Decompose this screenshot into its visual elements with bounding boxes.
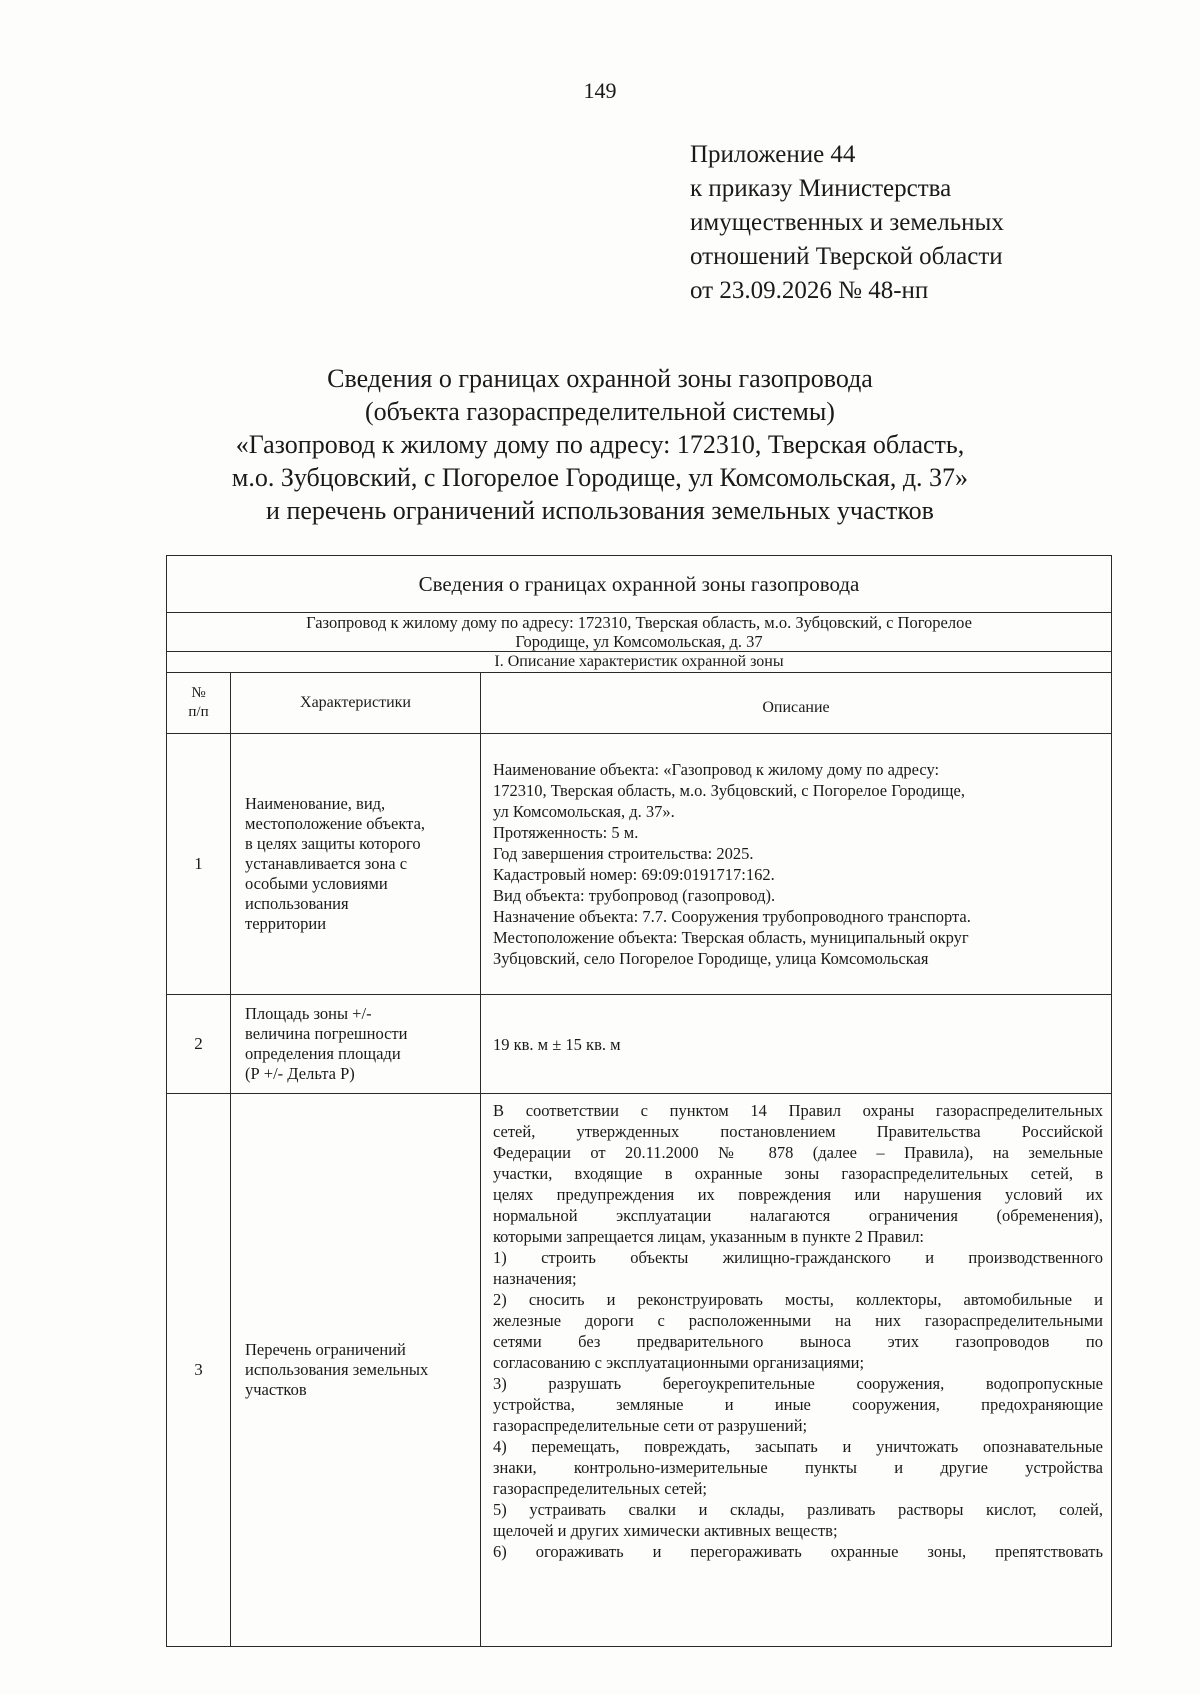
characteristic-line: устанавливается зона с (245, 854, 408, 873)
description-line: Федерации от 20.11.2000 № 878 (далее – Правила), на земельные (493, 1143, 1104, 1162)
column-header-number-line: № (191, 685, 206, 701)
document-title (0, 362, 1200, 527)
description-line: Кадастровый номер: 69:09:0191717:162. (493, 865, 775, 884)
row-number: 1 (167, 734, 231, 995)
description-line: железные дороги с расположенными на них газораспределительными (493, 1311, 1104, 1330)
object-name-line: Газопровод к жилому дому по адресу: 172310, Тверская область, м.о. Зубцовский, с Погорелое (306, 613, 972, 632)
annex-line: отношений Тверской области (690, 243, 1003, 270)
title-line: м.о. Зубцовский, с Погорелое Городище, ул Комсомольская, д. 37» (231, 463, 969, 492)
column-header-number (167, 673, 231, 734)
characteristic-line: (Р +/- Дельта Р) (245, 1064, 355, 1083)
column-header-characteristics: Характеристики (231, 673, 481, 734)
description-line: которыми запрещается лицам, указанным в пункте 2 Правил: (493, 1227, 925, 1246)
table-header: Сведения о границах охранной зоны газопровода (167, 556, 1112, 613)
title-line: Сведения о границах охранной зоны газопровода (327, 364, 873, 393)
table-row (167, 995, 1112, 1094)
description-line: 2) сносить и реконструировать мосты, коллекторы, автомобильные и (493, 1290, 1104, 1309)
description-line: участки, входящие в охранные зоны газораспределительных сетей, в (493, 1164, 1104, 1183)
row-number: 3 (167, 1094, 231, 1647)
description-line: газораспределительные сети от разрушений; (493, 1416, 808, 1435)
description-line: согласованию с эксплуатационными организациями; (493, 1353, 865, 1372)
characteristic-line: использования земельных (245, 1360, 429, 1379)
annex-line: имущественных и земельных (690, 209, 1004, 236)
annex-line: Приложение 44 (690, 141, 856, 168)
row-characteristic (231, 995, 481, 1094)
description-line: сетями без предварительного выноса этих газопроводов по (493, 1332, 1104, 1351)
description-line: 1) строить объекты жилищно-гражданского и производственного (493, 1248, 1104, 1267)
description-line: 19 кв. м ± 15 кв. м (493, 1034, 621, 1054)
row-description (481, 734, 1112, 995)
description-line: Год завершения строительства: 2025. (493, 844, 754, 863)
page-number: 149 (583, 78, 617, 103)
characteristic-line: местоположение объекта, (245, 814, 426, 833)
title-line: «Газопровод к жилому дому по адресу: 172310, Тверская область, (235, 430, 965, 459)
description-line: Местоположение объекта: Тверская область, муниципальный округ (493, 928, 969, 947)
row-description (481, 995, 1112, 1094)
description-line: В соответствии с пунктом 14 Правил охраны газораспределительных (493, 1101, 1104, 1120)
description-line: 4) перемещать, повреждать, засыпать и уничтожать опознавательные (493, 1437, 1104, 1456)
characteristic-line: использования (245, 894, 349, 913)
characteristic-line: территории (245, 914, 327, 933)
title-line: (объекта газораспределительной системы) (365, 397, 835, 426)
description-line: Назначение объекта: 7.7. Сооружения трубопроводного транспорта. (493, 907, 971, 926)
description-line: устройства, земляные и иные сооружения, предохраняющие (493, 1395, 1104, 1414)
description-line: целях предупреждения их повреждения или нарушения условий их (493, 1185, 1104, 1204)
column-header-description: Описание (481, 673, 1112, 734)
characteristic-line: величина погрешности (245, 1024, 408, 1043)
description-line: 172310, Тверская область, м.о. Зубцовский, с Погорелое Городище, (493, 781, 965, 800)
description-line: Зубцовский, село Погорелое Городище, улица Комсомольская (493, 949, 929, 968)
description-line: Наименование объекта: «Газопровод к жилому дому по адресу: (493, 760, 940, 779)
characteristic-line: в целях защиты которого (245, 834, 421, 853)
row-characteristic (231, 734, 481, 995)
description-line: Вид объекта: трубопровод (газопровод). (493, 886, 776, 905)
description-line: газораспределительных сетей; (493, 1479, 708, 1498)
characteristic-line: Площадь зоны +/- (245, 1004, 372, 1023)
zone-info-table (166, 555, 1112, 1647)
description-line: нормальной эксплуатации налагаются ограничения (обременения), (493, 1206, 1104, 1225)
description-line: ул Комсомольская, д. 37». (493, 802, 675, 821)
annex-line: от 23.09.2026 № 48-нп (690, 277, 929, 304)
characteristic-line: определения площади (245, 1044, 401, 1063)
row-description (481, 1094, 1112, 1647)
annex-reference (690, 138, 1004, 308)
table-row (167, 734, 1112, 995)
description-line: сетей, утвержденных постановлением Правительства Российской (493, 1122, 1104, 1141)
description-line: 3) разрушать берегоукрепительные сооружения, водопропускные (493, 1374, 1104, 1393)
object-name-cell (167, 613, 1112, 652)
table-row (167, 1094, 1112, 1647)
characteristic-line: участков (245, 1380, 307, 1399)
row-number: 2 (167, 995, 231, 1094)
description-line: назначения; (493, 1269, 577, 1288)
annex-line: к приказу Министерства (690, 175, 952, 202)
row-characteristic (231, 1094, 481, 1647)
description-line: знаки, контрольно-измерительные пункты и другие устройства (493, 1458, 1104, 1477)
characteristic-line: особыми условиями (245, 874, 388, 893)
description-line: Протяженность: 5 м. (493, 823, 639, 842)
description-line: 5) устраивать свалки и склады, разливать растворы кислот, солей, (493, 1500, 1104, 1519)
section-heading: I. Описание характеристик охранной зоны (167, 652, 1112, 673)
description-line: 6) огораживать и перегораживать охранные зоны, препятствовать (493, 1542, 1104, 1561)
characteristic-line: Наименование, вид, (245, 794, 386, 813)
title-line: и перечень ограничений использования земельных участков (266, 496, 934, 525)
column-header-number-line: п/п (188, 704, 209, 720)
description-line: щелочей и других химически активных веществ; (493, 1521, 838, 1540)
object-name-line: Городище, ул Комсомольская, д. 37 (515, 632, 763, 651)
characteristic-line: Перечень ограничений (245, 1340, 406, 1359)
